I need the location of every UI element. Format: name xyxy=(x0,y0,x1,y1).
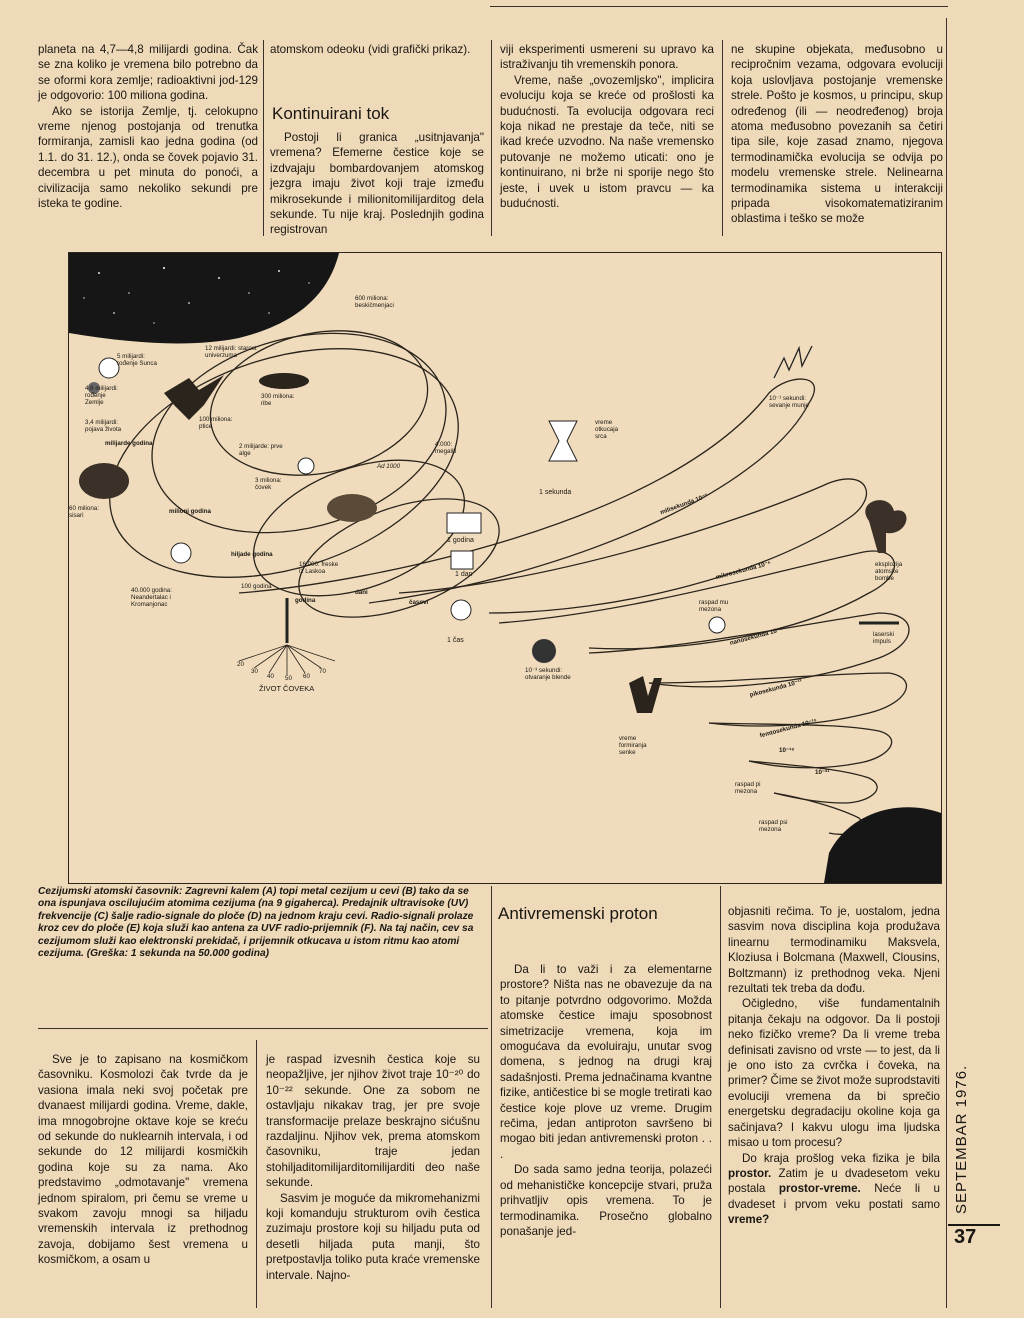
paragraph: Ako se istorija Zemlje, tj. celokupno vreme njenog postojanja od trenutka formiranja, zamisli kao jedna godina (od 1.1. do 31. 12.), onda se čovek pojavio 31. decembra u pet minuta do ponoći, a civilizacija samo nekoliko sekundi pre isteka te godine. xyxy=(38,104,258,211)
top-column-4 xyxy=(731,42,943,227)
paragraph: Postoji li granica „usitnjavanja" vremena? Efemerne čestice koje se izdvajaju bombardovanjem atomskog jezgra imaju život koji traje između mikrosekunde i milionitomilijarditog dela sekunde. Tu nije kraj. Poslednjih godina registrovan xyxy=(270,131,484,237)
label-4000: 4.000: megaliti xyxy=(435,441,457,455)
time-spiral-illustration xyxy=(69,253,941,883)
label-1-godina: 1 godina xyxy=(447,537,474,544)
column-divider xyxy=(491,886,492,1308)
camera-shutter-icon xyxy=(532,639,556,663)
mammoth-icon xyxy=(79,463,129,499)
paragraph: Sve je to zapisano na kosmičkom časovniku. Kosmolozi čak tvrde da je vasiona imala neki svoj početak pre dvanaest milijardi godina. Vreme, dakle, ima mnogobrojne oktave koje se kreću od sekunde do nuklearnih intervala, i od sekunde do 12 milijardi kosmičkih godina koje su za nama. Ako predstavimo „odmotavanje" vremena jednom spiralom, pri čemu se vreme u svakom zavoju mnogi sa hiljadu vremenskih intervala iz prethodnog zavoja, dobijamo šest vremena u kosmičkom, a osam u xyxy=(38,1053,248,1267)
label-10-18: 10⁻¹⁸ xyxy=(779,747,795,754)
label-sevanje-munje: 10⁻¹ sekundi: sevanje munje xyxy=(769,395,809,409)
section-heading-antivremenski-proton: Antivremenski proton xyxy=(498,904,658,923)
paragraph: objasniti rečima. To je, uostalom, jedna sasvim nova disciplina koja produžava linearnu termodinamiku Maksvela, Kloziusa i Bolcmana (Maxwell, Clousins, Boltzmann) iz prethodnog veka. Njeni rezultati tek treba da dođu. xyxy=(728,905,940,996)
age-70: 70 xyxy=(319,668,326,675)
label-1-cas: 1 čas xyxy=(447,637,464,644)
emphasis-prostor: prostor. xyxy=(728,1166,772,1180)
paragraph: viji eksperimenti usmereni su upravo ka istraživanju tih vremenskih ponora. xyxy=(500,43,714,72)
label-milisekunda: milisekunda 10⁻³ xyxy=(659,492,709,517)
label-eksplozija-bombe: eksplozija atomske bombe xyxy=(875,561,903,582)
label-16000: 16.000: freske iz Laskoa xyxy=(299,561,339,575)
label-formiranje-senke: vreme formiranja senke xyxy=(619,735,647,756)
label-raspad-mu-mezona: raspad mu mezona xyxy=(699,599,729,613)
calendar-icon xyxy=(451,551,473,569)
label-pikosekunda: pikosekunda 10⁻¹² xyxy=(749,678,803,699)
column-divider xyxy=(491,40,492,236)
age-40: 40 xyxy=(267,673,274,680)
cake-icon xyxy=(447,513,481,533)
top-column-3 xyxy=(500,42,714,211)
paragraph: Očigledno, više fundamentalnih pitanja čekaju na odgovor. Da li postoji neko fizičko vreme? Da li vreme treba definisati zavisno od vrste — to jest, da li je ono isto za cvrčka i čoveka, na primer? Čime se život može suprodstaviti evoluciji vremena da bi sprečio energetsku degradaciju okoline koja ga sačinjava? I kakvu ulogu ima ljudska misao u tom procesu? xyxy=(728,997,940,1150)
label-otvaranje-blende: 10⁻³ sekundi: otvaranje blende xyxy=(525,667,571,681)
text-run: Do kraja prošlog veka fizika je bila xyxy=(742,1151,940,1165)
label-raspad-pi-mezona: raspad pi mezona xyxy=(735,781,761,795)
label-milijarde-godina: milijarde godina xyxy=(105,440,153,447)
bottom-column-2 xyxy=(266,1052,480,1283)
hourglass-icon xyxy=(549,421,577,461)
label-4-6-milijardi: 4,6 milijardi: rođenje Zemlje xyxy=(85,385,119,406)
cave-painting-icon xyxy=(327,494,377,522)
meson-icon xyxy=(709,617,725,633)
label-hiljade-godina: hiljade godina xyxy=(231,551,273,558)
paragraph: ne skupine objekata, međusobno u recipročnim vezama, odgovara evoluciji koja uslovljava postojanje vremenske strele. Pošto je kosmos, u principu, skup određenog (ili — neodređenog) broja atoma međusobno povezanih sa četiri tipa sile, koje zasad znamo, njegova termodinamička evolucija se odvija po modelu vremenske strele. Nelinearna termodinamika sistema u interakciji pripada visokomatematiziranim oblastima i teško se može xyxy=(731,43,943,226)
label-60-miliona: 60 miliona: sisari xyxy=(69,505,99,519)
paragraph: planeta na 4,7—4,8 milijardi godina. Čak se zna koliko je vremena bilo potrebno da se oformi kora zemlje; radioaktivni jod-129 je odgovorio: 100 miliona godina. xyxy=(38,43,258,103)
column-divider xyxy=(256,1040,257,1308)
label-nanosekunda: nanosekunda 10⁻⁹ xyxy=(729,626,784,647)
column-divider xyxy=(722,40,723,236)
lightning-icon xyxy=(774,346,812,378)
label-40000-godina: 40.000 godina: Neandertalac i Kromanjonac xyxy=(131,587,172,608)
figure-caption: Cezijumski atomski časovnik: Zagrevni kalem (A) topi metal cezijum u cevi (B) tako da se ona ispunjava oscilujućim atomima cezijuma (na 9 gigaherca). Predajnik ultravisoke (UV) frekvencije (C) šalje radio-signale do ploče (D) na jednom kraju cevi. Radio-signali prolaze kroz cev do ploče (E) koja služi kao antena za UVF radio-prijemnik (F). Na taj način, cev sa cezijumom služi kao elektronski prekidač, i prijemnik otkucava u istom ritmu kao atomi cezijuma. (Greška: 1 sekunda na 50.000 godina) xyxy=(38,886,474,960)
stopwatch-icon xyxy=(451,600,471,620)
issue-date: SEPTEMBAR 1976. xyxy=(953,1064,970,1214)
label-3-miliona: 3 miliona: čovek xyxy=(255,477,282,491)
time-spiral-figure xyxy=(68,252,942,884)
section-heading-kontinuirani-tok: Kontinuirani tok xyxy=(272,104,390,123)
skull-icon xyxy=(171,543,191,563)
age-20: 20 xyxy=(237,661,244,668)
top-column-2 xyxy=(270,42,484,57)
bottom-column-3 xyxy=(500,962,712,1239)
paragraph: atomskom odeoku (vidi grafički prikaz). xyxy=(270,43,471,56)
label-vreme-otkucaja-srca: vreme otkucaja srca xyxy=(595,419,619,440)
hand-shadow-icon xyxy=(629,676,662,713)
emphasis-prostor-vreme: prostor-vreme. xyxy=(778,1182,861,1196)
label-godina: godina xyxy=(295,597,316,604)
text-run: Neće li u dvadeset i prvom veku postati samo xyxy=(728,1182,941,1211)
label-5-milijardi: 5 milijardi: rođenje Sunca xyxy=(117,353,157,367)
age-30: 30 xyxy=(251,668,258,675)
label-600-miliona: 600 miliona: beskičmenjaci xyxy=(355,295,394,309)
paragraph xyxy=(728,1151,940,1228)
label-mikrosekunda: mikrosekunda 10⁻⁶ xyxy=(715,559,772,582)
top-rule xyxy=(490,6,948,7)
paragraph: Do sada samo jedna teorija, polazeći od mehanističke koncepcije stvari, pruža prihvatljiv opis vremena. To je termodinamika. Prosečno globalno ponašanje jed- xyxy=(500,1163,712,1238)
label-10-21: 10⁻²¹ xyxy=(815,769,830,776)
paragraph: Vreme, naše „ovozemljsko", implicira evoluciju koja se kreće od prošlosti ka budućnosti. Ta evolucija odgovara reci koja nikad ne prestaje da teče, niti se ikad kreće uzvodno. Na naše vremensko putovanje ne možemo uticati: ono je kontinuirano, ni brže ni sporije nego što jeste, i uvek u istom pravcu — ka budućnosti. xyxy=(500,73,714,211)
caption-rule xyxy=(38,1028,488,1029)
label-100-miliona: 100 miliona: ptice xyxy=(199,416,233,430)
label-zivot-coveka: ŽIVOT ČOVEKA xyxy=(259,684,315,693)
margin-rule xyxy=(946,18,947,1308)
page-number: 37 xyxy=(954,1226,977,1248)
label-casovi: časovi xyxy=(409,599,429,606)
paragraph: Da li to važi i za elementarne prostore? Ništa nas ne obavezuje da na to pitanje potvrdno odgovorimo. Možda atomske čestice imaju sposobnost simetrizacije vremena, koja im omogućava da evoluiraju, unutar svog domena, s jednog na drugi kraj sadašnjosti. Prema jednačinama kvantne fizike, antičestice bi se mogle tretirati kao čestice koje plove uz vreme. Drugim rečima, jedan antiproton savršeno bi mogao biti jedan antivremenski proton . . . xyxy=(500,963,712,1161)
label-femtosekunda: femtosekunda 10⁻¹⁵ xyxy=(759,717,818,740)
atomic-bomb-icon xyxy=(865,500,906,553)
label-1-sekunda: 1 sekunda xyxy=(539,489,572,496)
particle-cloud xyxy=(824,807,941,883)
label-dani: dani xyxy=(355,589,368,596)
top-column-1 xyxy=(38,42,258,211)
label-2-milijarde: 2 milijarde: prve alge xyxy=(239,443,283,457)
label-12-milijardi: 12 milijardi: starost univerzuma xyxy=(205,345,257,359)
label-ad-1000: Ad 1000 xyxy=(377,463,401,470)
skull-small-icon xyxy=(298,458,314,474)
top-column-2b xyxy=(270,130,484,238)
label-300-miliona: 300 miliona: ribe xyxy=(261,393,295,407)
label-3-4-milijardi: 3,4 milijardi: pojava života xyxy=(85,419,122,433)
bottom-column-4 xyxy=(728,904,940,1228)
age-60: 60 xyxy=(303,673,310,680)
sun-icon xyxy=(99,358,119,378)
label-1-dan: 1 dan xyxy=(455,571,473,578)
column-divider xyxy=(263,40,264,236)
age-50: 50 xyxy=(285,675,292,682)
label-milioni-godina: milioni godina xyxy=(169,508,211,515)
fish-icon xyxy=(259,373,309,389)
paragraph: je raspad izvesnih čestica koje su neopažljive, jer njihov život traje 10⁻²⁰ do 10⁻²² sekunde. One za sobom ne ostavljaju nikakav trag, jer pre svoje transformacije prelaze beskrajno sićušnu razdaljinu. Njihov vek, prema atomskom časovniku, traje jedan stohiljaditomilijarditomilijarditi deo naše sekunde. xyxy=(266,1053,480,1190)
paragraph: Sasvim je moguće da mikromehanizmi koji komanduju strukturom ovih čestica zuzimaju prostore koji su hiljadu puta od desetli hiljada puta manji, što pretpostavlja toliko puta kraće vremenske intervale. Najno- xyxy=(266,1191,480,1282)
label-100-godina: 100 godina xyxy=(241,583,272,590)
emphasis-vreme: vreme? xyxy=(728,1213,770,1227)
night-sky xyxy=(69,253,339,343)
text-run: Zatim je u dvadesetom veku postala xyxy=(728,1166,940,1196)
bottom-column-1 xyxy=(38,1052,248,1268)
label-laserski-impuls: laserski impuls xyxy=(873,631,894,645)
column-divider xyxy=(720,886,721,1308)
label-raspad-psi-mezona: raspad psi mezona xyxy=(759,819,788,833)
